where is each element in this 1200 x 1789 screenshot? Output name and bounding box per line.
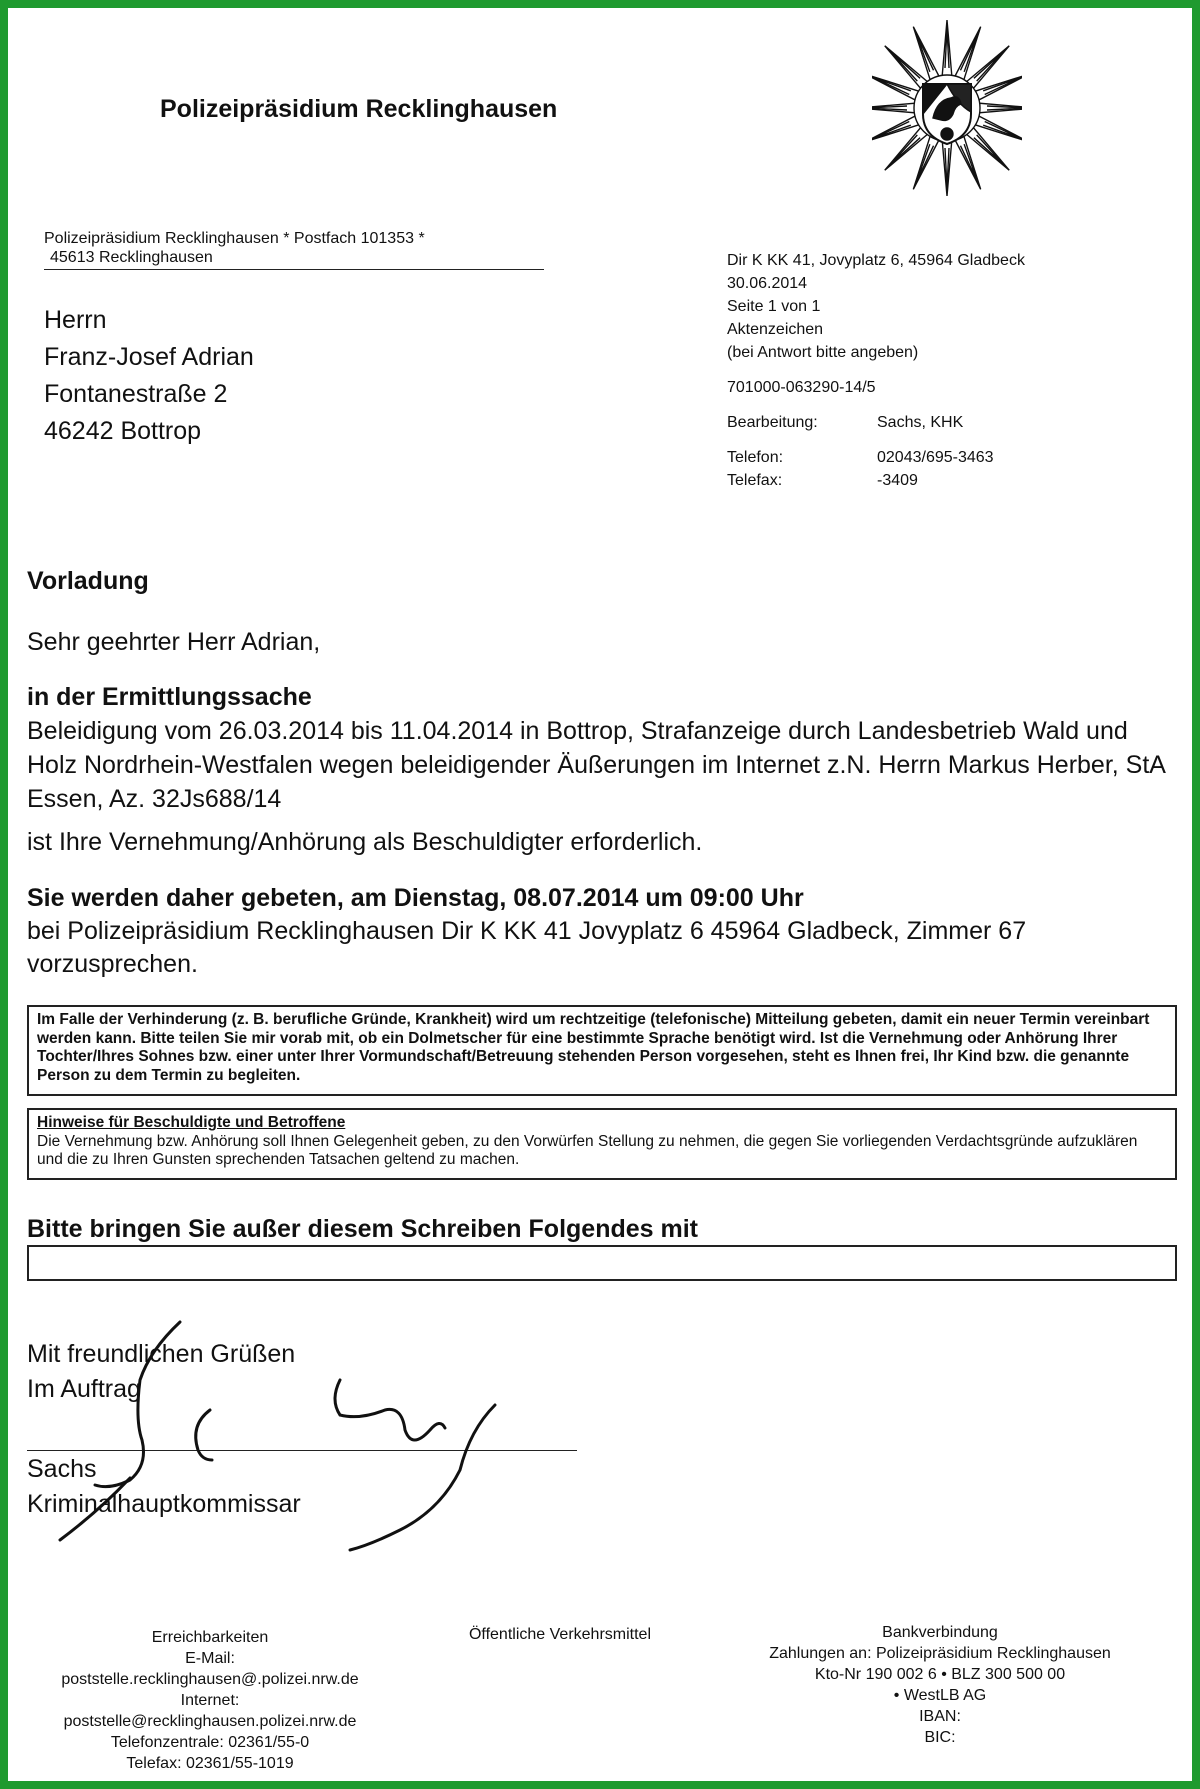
closing-greeting: Mit freundlichen Grüßen	[27, 1340, 296, 1368]
return-address-line2: 45613 Recklinghausen	[50, 249, 213, 266]
internet-label: Internet:	[180, 1692, 240, 1709]
email-address: poststelle.recklinghausen@.polizei.nrw.de	[61, 1671, 359, 1688]
hints-text: Die Vernehmung bzw. Anhörung soll Ihnen Gelegenheit geben, zu den Vorwürfen Stellung zu nehmen, die gegen Sie vorliegenden Verdachtsgründe aufzuklären und die zu Ihren Gunsten sprechenden Tatsachen geltend zu machen.	[37, 1132, 1138, 1168]
footer-transport	[445, 1624, 675, 1645]
closing-on-behalf: Im Auftrag	[27, 1375, 141, 1403]
recipient-name: Franz-Josef Adrian	[44, 343, 254, 371]
case-heading: in der Ermittlungssache	[27, 683, 312, 711]
footer-fax: Telefax: 02361/55-1019	[126, 1755, 294, 1772]
case-section	[27, 680, 1177, 816]
return-address-line1: Polizeipräsidium Recklinghausen * Postfach 101353 *	[44, 230, 425, 247]
letter-salutation: Sehr geehrter Herr Adrian,	[27, 628, 321, 656]
handler-label: Bearbeitung:	[727, 414, 818, 431]
return-address-divider	[44, 269, 544, 270]
closing	[27, 1337, 295, 1407]
appointment-text: bei Polizeipräsidium Recklinghausen Dir K KK 41 Jovyplatz 6 45964 Gladbeck, Zimmer 67 vorzusprechen.	[27, 917, 1027, 978]
document-title: Vorladung	[27, 567, 149, 595]
reference-label: Aktenzeichen	[727, 321, 824, 338]
signer	[27, 1452, 301, 1522]
bank-bic: BIC:	[924, 1729, 956, 1746]
handler-row	[727, 411, 1157, 434]
bank-heading: Bankverbindung	[882, 1624, 998, 1641]
phone-switchboard: Telefonzentrale: 02361/55-0	[110, 1734, 310, 1751]
footer-contact	[30, 1627, 390, 1774]
reference-note: (bei Antwort bitte angeben)	[727, 344, 919, 361]
signer-name: Sachs	[27, 1455, 97, 1483]
letter-meta	[727, 249, 1157, 492]
required-statement: ist Ihre Vernehmung/Anhörung als Beschuldigter erforderlich.	[27, 828, 703, 856]
email-label: E-Mail:	[185, 1650, 235, 1667]
fax-value: -3409	[877, 472, 918, 489]
phone-label: Telefon:	[727, 449, 784, 466]
bring-heading: Bitte bringen Sie außer diesem Schreiben Folgendes mit	[27, 1215, 698, 1243]
fax-row	[727, 469, 1157, 492]
recipient-city: 46242 Bottrop	[44, 417, 202, 445]
bring-items-box	[27, 1245, 1177, 1281]
phone-value: 02043/695-3463	[877, 449, 994, 466]
bank-name: • WestLB AG	[893, 1687, 987, 1704]
fax-label: Telefax:	[727, 472, 783, 489]
handler-value: Sachs, KHK	[877, 414, 964, 431]
hints-heading: Hinweise für Beschuldigte und Betroffene	[37, 1114, 346, 1131]
recipient-street: Fontanestraße 2	[44, 380, 228, 408]
transport-heading: Öffentliche Verkehrsmittel	[468, 1626, 651, 1643]
bank-iban: IBAN:	[919, 1708, 961, 1725]
signature-line	[27, 1450, 577, 1451]
recipient-address	[44, 302, 254, 450]
footer-bank	[720, 1622, 1160, 1748]
notice-text: Im Falle der Verhinderung (z. B. berufliche Gründe, Krankheit) wird um rechtzeitige (telefonische) Mitteilung gebeten, damit ein neuer Termin vereinbart werden kann. Bitte teilen Sie mir vorab mit, ob ein Dolmetscher für eine bestimmte Sprache benötigt wird. Ist die Vernehmung oder Anhörung Ihrer Tochter/Ihres Sohnes bzw. einer unter Ihrer Vormundschaft/Betreuung stehenden Person vorgesehen, steht es Ihnen frei, Ihr Kind bzw. die genannte Person zu dem Termin zu begleiten.	[37, 1011, 1150, 1084]
office-address: Dir K KK 41, Jovyplatz 6, 45964 Gladbeck	[727, 252, 1025, 269]
recipient-salutation: Herrn	[44, 306, 107, 334]
hints-box	[27, 1108, 1177, 1180]
appointment-section	[27, 882, 1182, 981]
page-count: Seite 1 von 1	[727, 298, 821, 315]
appointment-heading: Sie werden daher gebeten, am Dienstag, 08.07.2014 um 09:00 Uhr	[27, 884, 804, 912]
police-star-emblem-icon	[872, 16, 1022, 201]
phone-row	[727, 446, 1157, 469]
return-address	[44, 229, 544, 267]
letter-date: 30.06.2014	[727, 275, 808, 292]
reference-number: 701000-063290-14/5	[727, 379, 876, 396]
agency-name: Polizeipräsidium Recklinghausen	[160, 95, 558, 123]
bank-payee: Zahlungen an: Polizeipräsidium Recklinghausen	[769, 1645, 1111, 1662]
contact-heading: Erreichbarkeiten	[151, 1629, 269, 1646]
signer-title: Kriminalhauptkommissar	[27, 1490, 301, 1518]
case-text: Beleidigung vom 26.03.2014 bis 11.04.2014 in Bottrop, Strafanzeige durch Landesbetrieb Wald und Holz Nordrhein-Westfalen wegen beleidigender Äußerungen im Internet z.N. Herrn Markus Herber, StA Essen, Az. 32Js688/14	[27, 717, 1165, 813]
bank-account: Kto-Nr 190 002 6 • BLZ 300 500 00	[814, 1666, 1066, 1683]
notice-box	[27, 1005, 1177, 1096]
internet-address: poststelle@recklinghausen.polizei.nrw.de	[63, 1713, 357, 1730]
